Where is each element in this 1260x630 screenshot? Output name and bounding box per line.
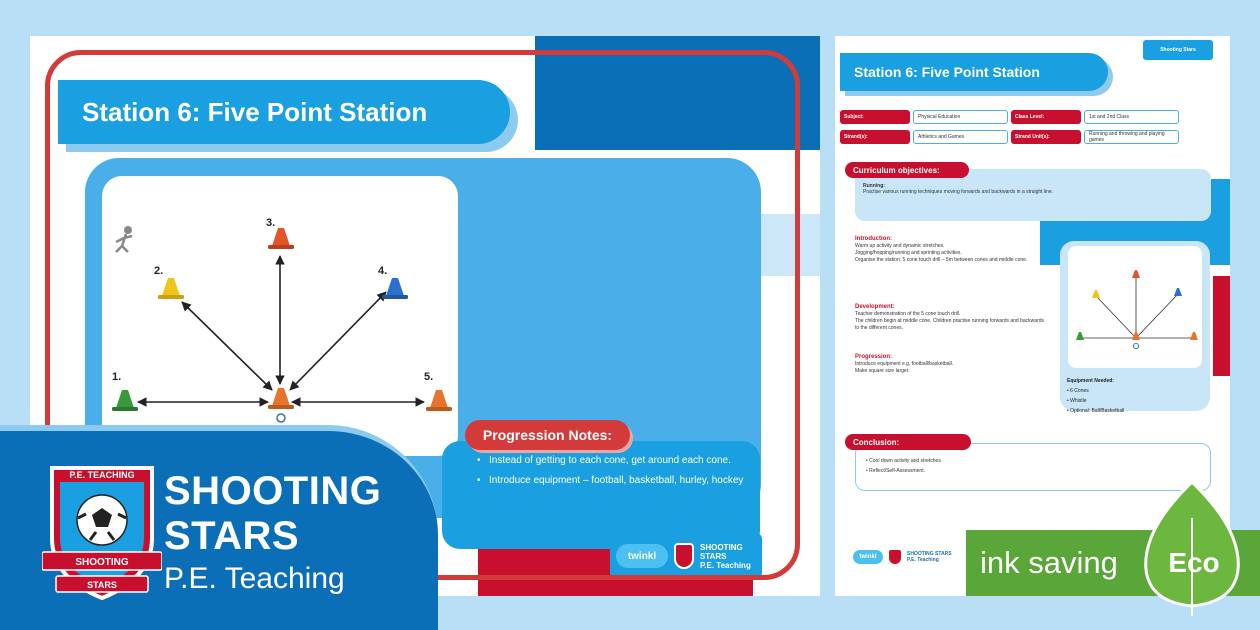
info-row: Subject: Physical Education Class Level: 1st and 2nd Class bbox=[840, 110, 1230, 124]
page-title-small: Station 6: Five Point Station bbox=[840, 53, 1108, 91]
twinkl-logo: twinkl bbox=[853, 550, 883, 564]
page-tag: Shooting Stars bbox=[1143, 40, 1213, 60]
twinkl-logo: twinkl bbox=[616, 544, 668, 568]
decor-red-side bbox=[1213, 276, 1230, 376]
brand-subtitle: P.E. Teaching bbox=[164, 562, 345, 595]
conclusion-title: Conclusion: bbox=[845, 434, 971, 450]
eco-label: Eco bbox=[1168, 547, 1220, 578]
shooting-stars-crest bbox=[42, 458, 162, 608]
badge-text: SHOOTING STARS P.E. Teaching bbox=[700, 542, 751, 570]
brand-title-line-2: STARS bbox=[164, 514, 300, 558]
conclusion-box: • Cool down activity and stretches. • Reflect/Self-Assessment. bbox=[855, 443, 1211, 491]
cone-label-1: 1. bbox=[112, 371, 122, 383]
info-row: Strand(s): Athletics and Games Strand Unit(s): Running and throwing and playing games bbox=[840, 130, 1230, 144]
crest-top-text: P.E. TEACHING bbox=[69, 470, 135, 480]
page-title: Station 6: Five Point Station bbox=[58, 80, 510, 144]
footer-text: SHOOTING STARS P.E. Teaching bbox=[907, 551, 952, 563]
eco-leaf-icon bbox=[1138, 478, 1246, 618]
five-point-diagram-small bbox=[1068, 246, 1202, 368]
introduction-section: Introduction: Warm up activity and dynamic stretches. Jogging/hopping/running and sprinting activities. Organise the station: 5 cone touch drill – 5m between cones and middle cone. bbox=[855, 236, 1028, 263]
cone-label-4: 4. bbox=[378, 265, 388, 277]
page-footer bbox=[853, 550, 952, 564]
crest-ribbon-text-1: SHOOTING bbox=[75, 557, 129, 568]
progression-item: • Introduce equipment – football, basketball, hurley, hockey bbox=[475, 474, 760, 488]
progression-item: • Instead of getting to each cone, get around each cone. bbox=[475, 454, 760, 468]
crest-ribbon-text-2: STARS bbox=[87, 580, 117, 590]
progression-title: Progression Notes: bbox=[465, 420, 630, 450]
crest-icon bbox=[889, 550, 901, 564]
objectives-box: Running: Practise various running techniques moving forwards and backwards in a straight line. bbox=[855, 169, 1211, 221]
cone-label-5: 5. bbox=[424, 371, 434, 383]
progression-section: Progression: Introduce equipment e.g. football/basketball. Make square size larger. bbox=[855, 354, 954, 374]
ink-saving-label: ink saving bbox=[980, 545, 1118, 580]
equipment-list: Equipment Needed: • 6 Cones • Whistle • Optional: Ball/Basketball bbox=[1067, 378, 1125, 414]
development-section: Development: Teacher demonstration of the 5 cone touch drill. The children begin at middle cone. Children practise running forwards and backwards to the different cones. bbox=[855, 304, 1044, 331]
objectives-title: Curriculum objectives: bbox=[845, 162, 969, 178]
cone-label-3: 3. bbox=[266, 217, 276, 229]
brand-title-line-1: SHOOTING bbox=[164, 469, 382, 513]
cone-label-2: 2. bbox=[154, 265, 164, 277]
